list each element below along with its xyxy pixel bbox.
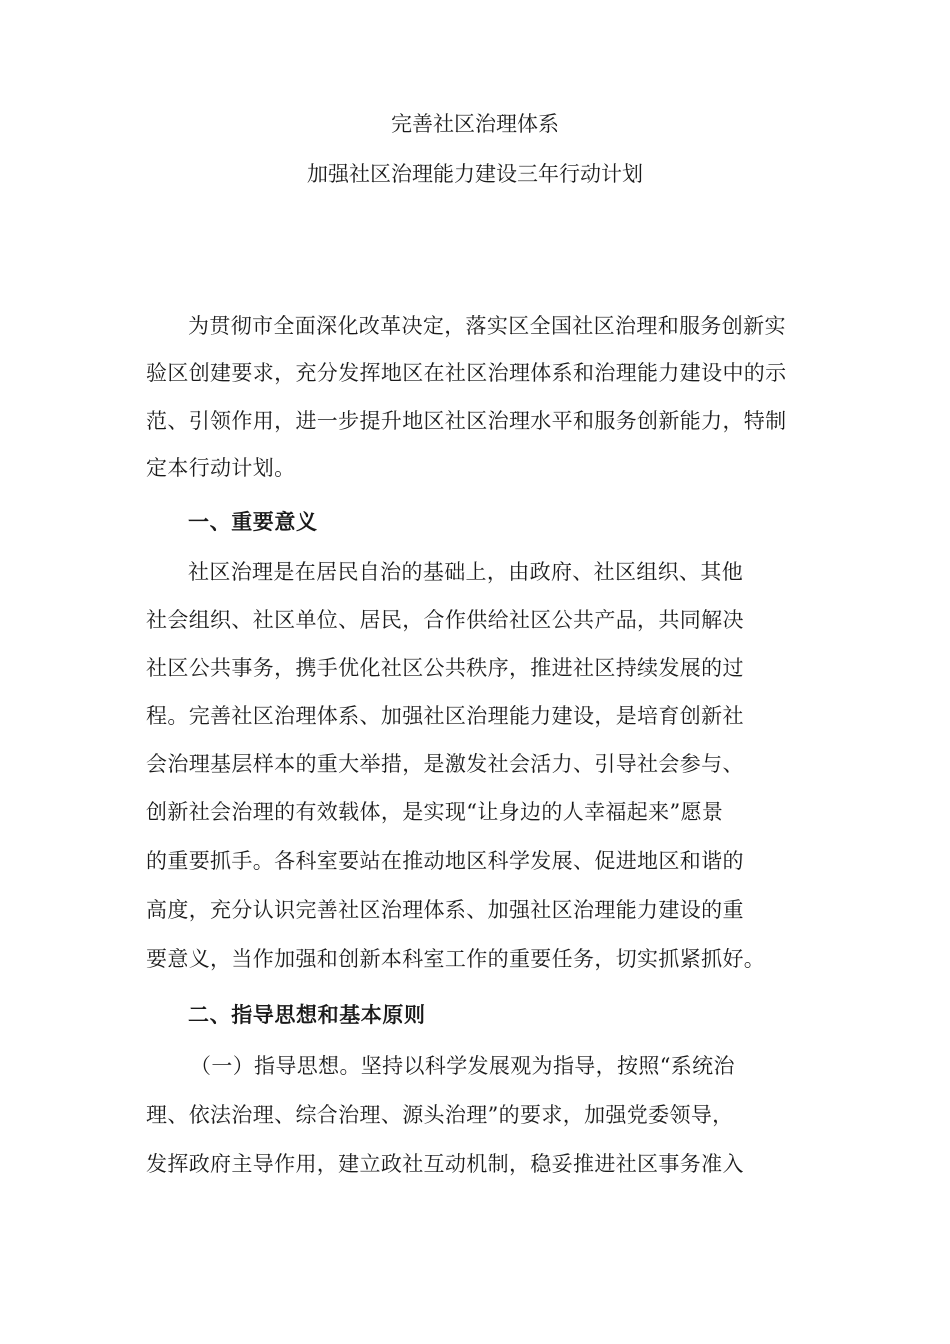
section-heading-importance: 一、重要意义 <box>188 510 318 534</box>
document-title-line1: 完善社区治理体系 <box>391 112 559 136</box>
section1-line: 高度，充分认识完善社区治理体系、加强社区治理能力建设的重 <box>146 898 744 922</box>
section1-line: 社会组织、社区单位、居民，合作供给社区公共产品，共同解决 <box>146 608 744 632</box>
intro-line: 定本行动计划。 <box>146 456 296 480</box>
section2-line: 理、依法治理、综合治理、源头治理”的要求，加强党委领导， <box>146 1103 734 1127</box>
section1-line: 创新社会治理的有效载体，是实现“让身边的人幸福起来”愿景 <box>146 800 724 824</box>
intro-line: 为贯彻市全面深化改革决定，落实区全国社区治理和服务创新实 <box>188 314 786 338</box>
section-heading-guiding-principles: 二、指导思想和基本原则 <box>188 1003 426 1027</box>
intro-line: 范、引领作用，进一步提升地区社区治理水平和服务创新能力，特制 <box>146 409 787 433</box>
section2-line: 发挥政府主导作用，建立政社互动机制，稳妥推进社区事务准入 <box>146 1152 744 1176</box>
section1-line: 社区治理是在居民自治的基础上，由政府、社区组织、其他 <box>188 560 744 584</box>
section1-line: 的重要抓手。各科室要站在推动地区科学发展、促进地区和谐的 <box>146 849 744 873</box>
section1-line: 要意义，当作加强和创新本科室工作的重要任务，切实抓紧抓好。 <box>146 947 766 971</box>
intro-line: 验区创建要求，充分发挥地区在社区治理体系和治理能力建设中的示 <box>146 361 787 385</box>
section1-line: 社区公共事务，携手优化社区公共秩序，推进社区持续发展的过 <box>146 656 744 680</box>
document-title-line2: 加强社区治理能力建设三年行动计划 <box>307 162 643 186</box>
section1-line: 会治理基层样本的重大举措，是激发社会活力、引导社会参与、 <box>146 752 744 776</box>
section1-line: 程。完善社区治理体系、加强社区治理能力建设，是培育创新社 <box>146 704 744 728</box>
section2-line: （一）指导思想。坚持以科学发展观为指导，按照“系统治 <box>190 1054 735 1078</box>
